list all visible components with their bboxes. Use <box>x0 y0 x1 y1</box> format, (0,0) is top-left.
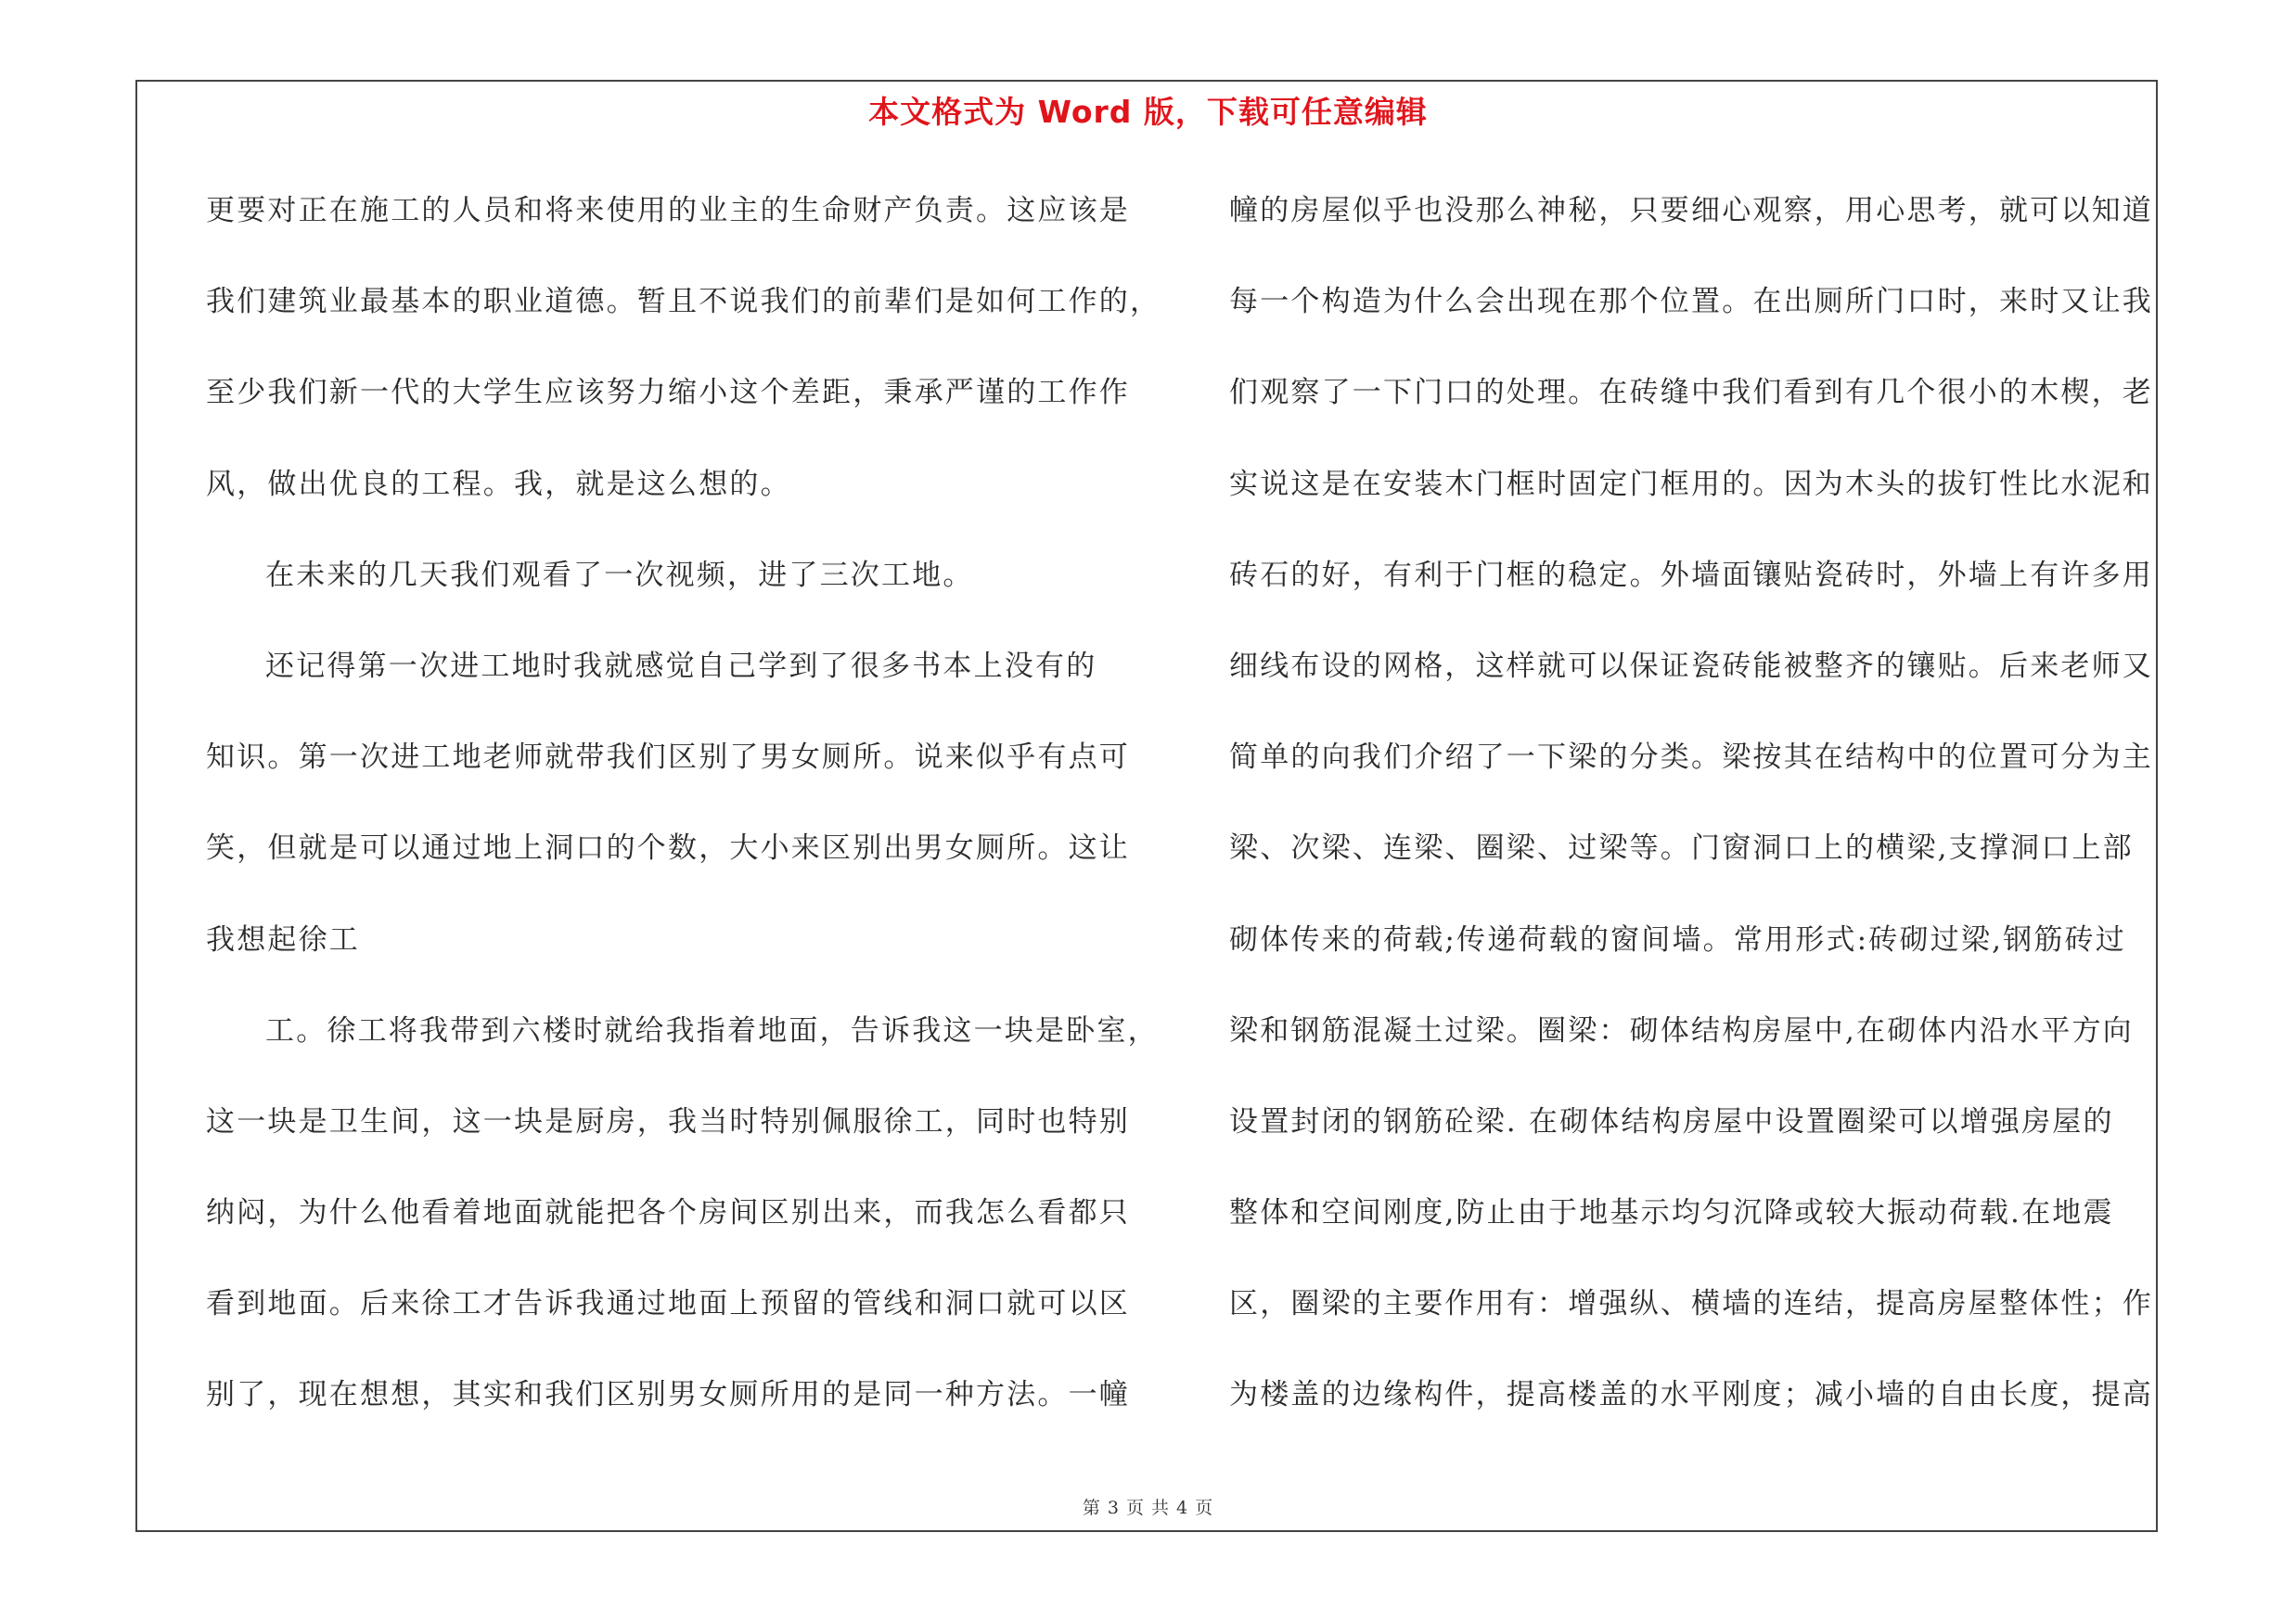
text-line: 看到地面。后来徐工才告诉我通过地面上预留的管线和洞口就可以区 <box>206 1287 1130 1321</box>
text-line: 整体和空间刚度,防止由于地基示均匀沉降或较大振动荷载.在地震 <box>1229 1196 2114 1230</box>
text-line: 我想起徐工 <box>206 922 360 957</box>
text-line: 区，圈梁的主要作用有：增强纵、横墙的连结，提高房屋整体性；作 <box>1229 1287 2153 1321</box>
text-line: 砖石的好，有利于门框的稳定。外墙面镶贴瓷砖时，外墙上有许多用 <box>1229 558 2153 592</box>
left-text-column <box>206 182 1226 1458</box>
text-line: 在未来的几天我们观看了一次视频，进了三次工地。 <box>265 558 974 592</box>
text-line: 这一块是卫生间，这一块是厨房，我当时特别佩服徐工，同时也特别 <box>206 1104 1130 1139</box>
text-line: 砌体传来的荷载;传递荷载的窗间墙。常用形式:砖砌过梁,钢筋砖过 <box>1229 922 2126 957</box>
word-format-notice: 本文格式为 Word 版，下载可任意编辑 <box>868 94 1428 130</box>
text-line: 们观察了一下门口的处理。在砖缝中我们看到有几个很小的木楔，老 <box>1229 376 2153 410</box>
text-line: 实说这是在安装木门框时固定门框用的。因为木头的拔钉性比水泥和 <box>1229 467 2153 501</box>
text-line: 细线布设的网格，这样就可以保证瓷砖能被整齐的镶贴。后来老师又 <box>1229 649 2153 683</box>
text-line: 幢的房屋似乎也没那么神秘，只要细心观察，用心思考，就可以知道 <box>1229 194 2153 227</box>
text-line: 还记得第一次进工地时我就感觉自己学到了很多书本上没有的 <box>265 649 1097 683</box>
text-line: 至少我们新一代的大学生应该努力缩小这个差距，秉承严谨的工作作 <box>206 376 1130 410</box>
text-line: 别了，现在想想，其实和我们区别男女厕所用的是同一种方法。一幢 <box>206 1378 1130 1412</box>
text-line: 笑，但就是可以通过地上洞口的个数，大小来区别出男女厕所。这让 <box>206 831 1130 866</box>
text-line: 设置封闭的钢筋砼梁. 在砌体结构房屋中设置圈梁可以增强房屋的 <box>1229 1104 2114 1139</box>
text-line: 纳闷，为什么他看着地面就能把各个房间区别出来，而我怎么看都只 <box>206 1196 1130 1230</box>
text-line: 我们建筑业最基本的职业道德。暂且不说我们的前辈们是如何工作的， <box>206 285 1161 319</box>
right-text-column <box>1229 182 2161 1458</box>
text-line: 更要对正在施工的人员和将来使用的业主的生命财产负责。这应该是 <box>206 194 1130 227</box>
text-line: 风，做出优良的工程。我，就是这么想的。 <box>206 467 791 501</box>
text-line: 知识。第一次进工地老师就带我们区别了男女厕所。说来似乎有点可 <box>206 741 1130 775</box>
page-number-footer: 第 3 页 共 4 页 <box>1082 1498 1214 1518</box>
text-line: 为楼盖的边缘构件，提高楼盖的水平刚度；减小墙的自由长度，提高 <box>1229 1378 2153 1412</box>
text-line: 简单的向我们介绍了一下梁的分类。梁按其在结构中的位置可分为主 <box>1229 741 2153 775</box>
text-line: 工。徐工将我带到六楼时就给我指着地面，告诉我这一块是卧室， <box>265 1013 1159 1048</box>
text-line: 每一个构造为什么会出现在那个位置。在出厕所门口时，来时又让我 <box>1229 285 2153 319</box>
text-line: 梁和钢筋混凝土过梁。圈梁：砌体结构房屋中,在砌体内沿水平方向 <box>1229 1013 2134 1048</box>
text-line: 梁、次梁、连梁、圈梁、过梁等。门窗洞口上的横梁,支撑洞口上部 <box>1229 831 2134 866</box>
